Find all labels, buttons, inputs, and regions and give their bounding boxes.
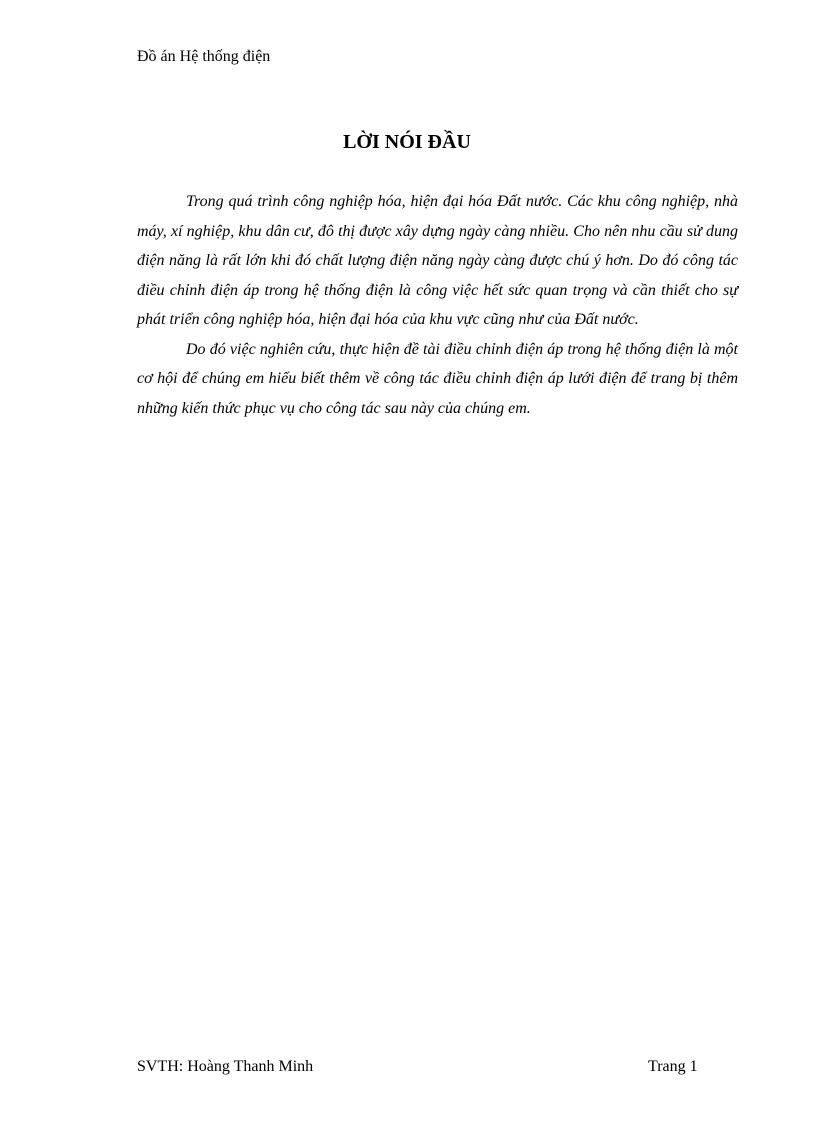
running-header: Đồ án Hệ thống điện <box>137 48 271 65</box>
paragraph: Trong quá trình công nghiệp hóa, hiện đại hóa Đất nước. Các khu công nghiệp, nhà máy, xí nghiệp, khu dân cư, đô thị được xây dựng ngày càng nhiều. Cho nên nhu cầu sử dung điện năng là rất lớn khi đó chất lượng điện năng ngày càng được chú ý hơn. Do đó công tác điều chỉnh điện áp trong hệ thống điện là công việc hết sức quan trọng và cần thiết cho sự phát triển công nghiệp hóa, hiện đại hóa của khu vực cũng như của Đất nước. <box>137 193 738 328</box>
footer-author: SVTH: Hoàng Thanh Minh <box>137 1058 314 1075</box>
paragraph: Do đó việc nghiên cứu, thực hiện đề tài điều chỉnh điện áp trong hệ thống điện là một cơ hội để chúng em hiểu biết thêm về công tác điều chỉnh điện áp lưới điện để trang bị thêm những kiến thức phục vụ cho công tác sau này của chúng em. <box>137 340 738 417</box>
footer-page-number: Trang 1 <box>648 1058 698 1075</box>
page-title: LỜI NÓI ĐẦU <box>343 131 471 153</box>
body-text <box>137 187 738 423</box>
